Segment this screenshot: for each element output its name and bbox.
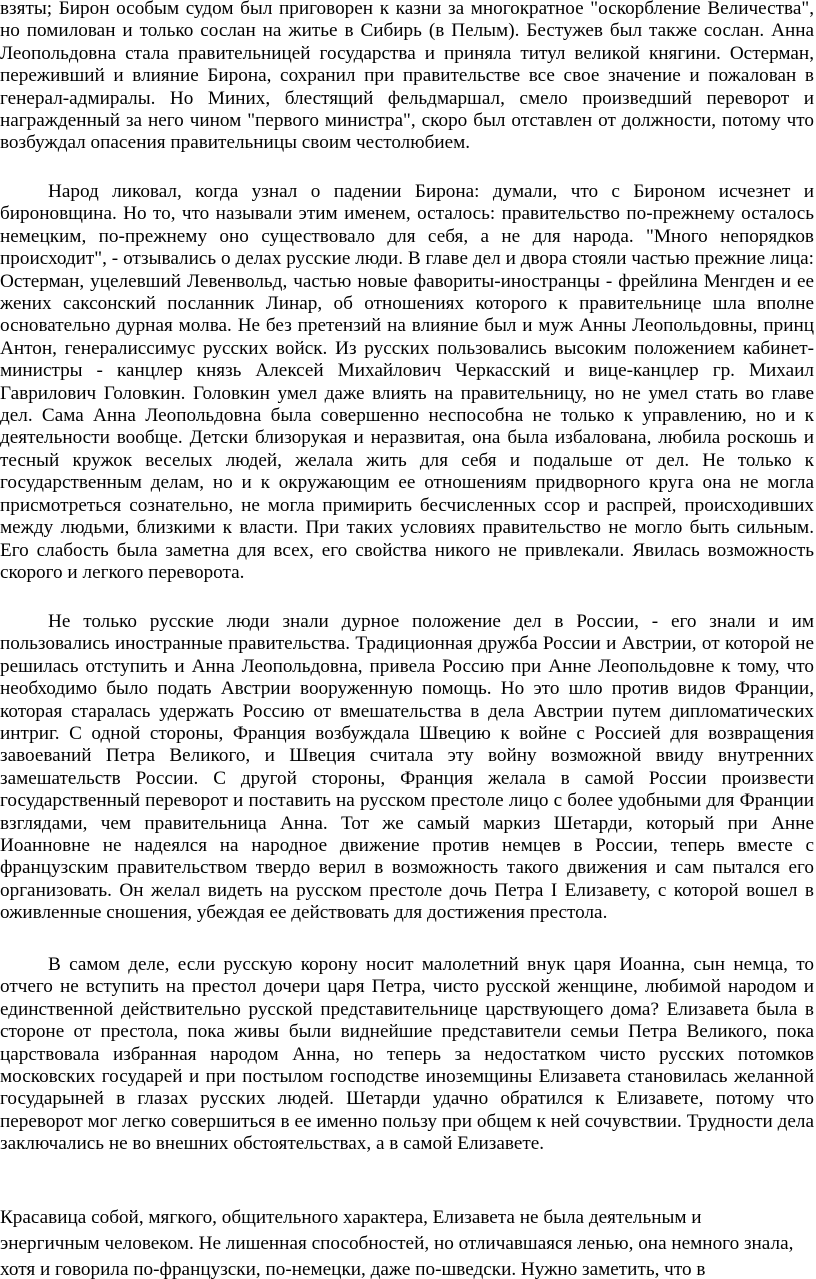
paragraph-foreign-governments: Не только русские люди знали дурное положение дел в России, - его знали и им пользовались иностранные правительства. Традиционная дружба России и Австрии, от которой не решилась отступить и Анна Леопольдовна, привела Россию при Анне Леопольдовне к тому, что необходимо было подать Австрии вооруженную помощь. Но это шло против видов Франции, которая старалась удержать Россию от вмешательства в дела Австрии путем дипломатических интриг. С одной стороны, Франция возбуждала Швецию к войне с Россией для возвращения завоеваний Петра Великого, и Швеция считала эту войну возможной ввиду внутренних замешательств России. С другой стороны, Франция желала в самой России произвести государственный переворот и поставить на русском престоле лицо с более удобными для Франции взглядами, чем правительница Анна. Тот же самый маркиз Шетарди, который при Анне Иоанновне не надеялся на народное движение против немцев в России, теперь вместе с французским правительством твердо верил в возможность такого движения и сам пытался его организовать. Он желал видеть на русском престоле дочь Петра I Елизавету, с которой вошел в оживленные сношения, убеждая ее действовать для достижения престола. <box>0 611 814 924</box>
paragraph-elizabeth-character: Красавица собой, мягкого, общительного характера, Елизавета не была деятельным и энергичным человеком. Не лишенная способностей, но отличавшаяся ленью, она немного знала, хотя и говорила по-французски, по-немецки, даже по-шведски. Нужно заметить, что в <box>0 1207 794 1279</box>
paragraph-elizabeth-claim: В самом деле, если русскую корону носит малолетний внук царя Иоанна, сын немца, то отчего не вступить на престол дочери царя Петра, чисто русской женщине, любимой народом и единственной действительно русской представительнице царствующего дома? Елизавета была в стороне от престола, пока живы были виднейшие представители семьи Петра Великого, пока царствовала избранная народом Анна, но теперь за недостатком чисто русских потомков московских государей и при постылом господстве иноземщины Елизавета становилась желанной государыней в глазах русских людей. Шетарди удачно обратился к Елизавете, потому что переворот мог легко совершиться в ее именно пользу при общем к ней сочувствии. Трудности дела заключались не во внешних обстоятельствах, а в самой Елизавете. <box>0 954 814 1155</box>
paragraph-people-rejoiced: Народ ликовал, когда узнал о падении Бирона: думали, что с Бироном исчезнет и бироновщина. Но то, что называли этим именем, осталось: правительство по-прежнему осталось немецким, по-прежнему оно существовало для себя, а не для народа. "Много непорядков происходит", - отзывались о делах русские люди. В главе дел и двора стояли частью прежние лица: Остерман, уцелевший Левенвольд, частью новые фавориты-иностранцы - фрейлина Менгден и ее жених саксонский посланник Линар, об отношениях которого к правительнице шла вполне основательно дурная молва. Не без претензий на влияние был и муж Анны Леопольдовны, принц Антон, генералиссимус русских войск. Из русских пользовались высоким положением кабинет-министры - канцлер князь Алексей Михайлович Черкасский и вице-канцлер гр. Михаил Гаврилович Головкин. Головкин умел даже влиять на правительницу, но не умел стать во главе дел. Сама Анна Леопольдовна была совершенно неспособна не только к управлению, но и к деятельности вообще. Детски близорукая и неразвитая, она была избалована, любила роскошь и тесный кружок веселых людей, желала жить для себя и подальше от дел. Не только к государственным делам, но и к окружающим ее отношениям придворного круга она не могла присмотреться сознательно, не могла примирить бесчисленных ссор и распрей, происходивших между людьми, близкими к власти. При таких условиях правительство не могло быть сильным. Его слабость была заметна для всех, его свойства никого не привлекали. Явилась возможность скорого и легкого переворота. <box>0 181 814 583</box>
paragraph-continuation: взяты; Бирон особым судом был приговорен к казни за многократное "оскорбление Величества", но помилован и только сослан на житье в Сибирь (в Пелым). Бестужев был также сослан. Анна Леопольдовна стала правительницей государства и приняла титул великой княгини. Остерман, переживший и влияние Бирона, сохранил при правительстве все свое значение и пожалован в генерал-адмиралы. Но Миних, блестящий фельдмаршал, смело произведший переворот и награжденный за него чином "первого министра", скоро был отставлен от должности, потому что возбуждал опасения правительницы своим честолюбием. <box>0 0 814 154</box>
